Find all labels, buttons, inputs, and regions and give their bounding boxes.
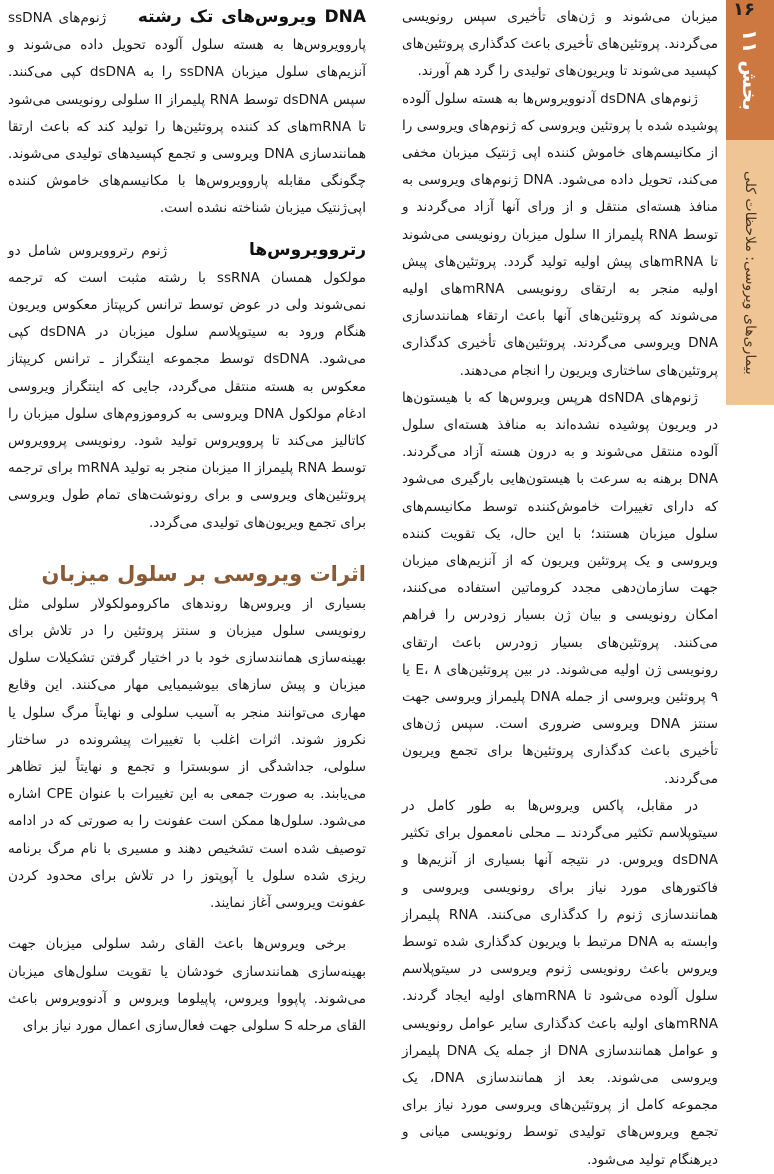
- section-title: رتروویروس‌ها: [248, 239, 366, 260]
- chapter-tab: [726, 140, 774, 405]
- left-column: [8, 4, 366, 1040]
- section-lead: ژنوم‌های ssDNA پاروویروس‌ها به هسته سلول آلوده تحویل داده می‌شوند و آنزیم‌های سلول میزبان ssDNA را به dsDNA کپی می‌کنند. سپس dsDNA توسط RNA پلیمراز II سلولی رونویسی می‌شود تا mRNAهای کد کننده پروتئین‌ها را تولید کند که باعث ارتقا همانندسازی DNA ویروسی و تجمع کپسیدهای تولیدی می‌شوند. چگونگی مقابله پاروویروس‌ها با مکانیسم‌های خاموش کننده اپی‌ژنتیک میزبان شناخته نشده است.: [8, 10, 366, 217]
- paragraph: میزبان می‌شوند و ژن‌های تأخیری سپس رونویسی می‌گردند. پروتئین‌های تأخیری باعث کدگذاری پروتئین‌های کپسید می‌شوند تا ویریون‌های تولیدی را گرد هم آورند.: [402, 9, 718, 80]
- paragraph: برخی ویروس‌ها باعث القای رشد سلولی میزبان جهت بهینه‌سازی همانندسازی خودشان یا تقویت سلول‌های میزبان می‌شوند. پاپووا ویروس، پاپیلوما ویروس و آدنوویروس باعث القای مرحله S سلولی جهت فعال‌سازی اعمال مورد نیاز برای: [8, 936, 366, 1034]
- page-number: ۱۶: [733, 0, 755, 20]
- ssdna-section: [8, 4, 366, 223]
- section-heading: اثرات ویروسی بر سلول میزبان: [41, 561, 366, 586]
- retro-section: [8, 237, 366, 537]
- section-title: DNA ویروس‌های تک رشته: [137, 7, 367, 27]
- chapter-tab-label: بیماری‌های ویروسی: ملاحظات کلی: [742, 170, 758, 375]
- section-tab-label: بخش ۱۱: [738, 29, 762, 111]
- paragraph: بسیاری از ویروس‌ها روندهای ماکرومولکولار سلولی مثل رونویسی سلول میزبان و سنتز پروتئین را در تلاش برای بهینه‌سازی همانندسازی خود با در اختیار گرفتن تشکیلات سلول میزبان و پیش سازهای بیوشیمیایی مهار می‌کنند. این وقایع مهاری می‌توانند منجر به آسیب سلولی و نهایتاً مرگ سلول یا نکروز شوند. اثرات اغلب با تغییرات پیشرونده در ساختار سلولی، جداشدگی از سوبسترا و تجمع و نهایتاً لیز تظاهر می‌یابند. به صورت جمعی به این تغییرات با عنوان CPE اشاره می‌شود. سلول‌ها ممکن است عفونت را به صورتی که در ادامه توصیف شده است تشخیص دهند و مسیری با نام مرگ برنامه ریزی شده سلول یا آپوپتوز را در تلاش برای محدود کردن عفونت ویروسی آغاز نمایند.: [8, 595, 366, 912]
- right-column: [402, 4, 718, 1174]
- paragraph: در مقابل، پاکس ویروس‌ها به طور کامل در سیتوپلاسم تکثیر می‌گردند ــ محلی نامعمول برای تکثیر dsDNA ویروس. در نتیجه آنها بسیاری از آنزیم‌ها و فاکتورهای مورد نیاز برای رونویسی ویروسی و همانندسازی ژنوم را کدگذاری می‌کنند. RNA پلیمراز وابسته به DNA مرتبط با ویریون کدگذاری شده توسط ویروس باعث رونویسی ژنوم ویروسی در سیتوپلاسم سلول آلوده می‌شود تا mRNAهای اولیه ایجاد گردند. mRNAهای اولیه باعث کدگذاری سایر عوامل رونویسی و عوامل همانندسازی DNA از جمله یک DNA پلیمراز ویروسی می‌شوند. بعد از همانندسازی DNA، یک مجموعه کامل از پروتئین‌های ویروسی مورد نیاز برای تجمع ویروس‌های تولیدی توسط رونویسی میانی و دیرهنگام تولید می‌شود.: [402, 797, 718, 1168]
- paragraph: ژنوم‌های dsNDA هرپس ویروس‌ها که با هیستون‌ها در ویریون پوشیده نشده‌اند به منافذ هسته‌ای سلول آلوده منتقل می‌شوند و به درون هسته آزاد می‌گردند. DNA برهنه به سرعت با هیستون‌هایی بارگیری می‌شود که دارای تغییرات خاموش‌کننده توسط مکانیسم‌های سلول میزبان هستند؛ با این حال، یک تقویت کننده ویروسی و یک پروتئین ویریون که از آنزیم‌های میزبان جهت سازمان‌دهی مجدد کروماتین استفاده می‌کنند، امکان رونویسی و بیان ژن بسیار زودرس را فراهم می‌کنند. پروتئین‌های بسیار زودرس باعث ارتقای رونویسی ژن اولیه می‌شوند. در بین پروتئین‌های E، ۸ یا ۹ پروتئین ویروسی از جمله DNA پلیمراز ویروسی جهت سنتز DNA ویروسی ضروری است. سپس ژن‌های تأخیری باعث کدگذاری پروتئین‌ها برای تجمع ویریون می‌گردند.: [402, 389, 718, 787]
- paragraph: ژنوم‌های dsDNA آدنوویروس‌ها به هسته سلول آلوده پوشیده شده با پروتئین ویروسی که ژنوم‌های ویروسی را از مکانیسم‌های خاموش کننده اپی ژنتیک میزبان مخفی می‌کند، تحویل داده می‌شود. DNA ژنوم‌های ویروسی به منافذ هسته‌ای منتقل و از ورای آنها آزاد می‌گردند و توسط RNA پلیمراز II سلول میزبان رونویسی می‌شوند تا mRNAهای پیش اولیه تولید گردد. پروتئین‌های پیش اولیه منجر به ارتقای رونویسی mRNAهای اولیه می‌شوند که پروتئین‌های آنها باعث ارتقاء همانندسازی DNA ویروسی می‌گردند. پروتئین‌های تأخیری کدگذاری پروتئین‌های ساختاری ویریون را انجام می‌دهند.: [402, 90, 718, 379]
- section-lead: ژنوم رتروویروس شامل دو مولکول همسان ssRNA با رشته مثبت است که ترجمه نمی‌شوند ولی در عوض توسط ترانس کریپتاز معکوس ویریون هنگام ورود به سیتوپلاسم سلول میزبان در dsDNA کپی می‌شود. dsDNA توسط مجموعه اینتگراز ـ ترانس کریپتاز معکوس به هسته منتقل می‌گردد، جایی که اینتگراز ویروسی ادغام مولکول DNA ویروسی به کروموزوم‌های سلول میزبان را کاتالیز می‌کند تا پروویروس تولید شود. رونویسی پروویروس توسط RNA پلیمراز II میزبان منجر به تولید mRNA برای ترجمه پروتئین‌های ویروسی و برای رونوشت‌های تمام طول ویروسی برای تجمع ویریون‌های تولیدی می‌گردد.: [8, 242, 367, 531]
- section-tab: [726, 0, 774, 140]
